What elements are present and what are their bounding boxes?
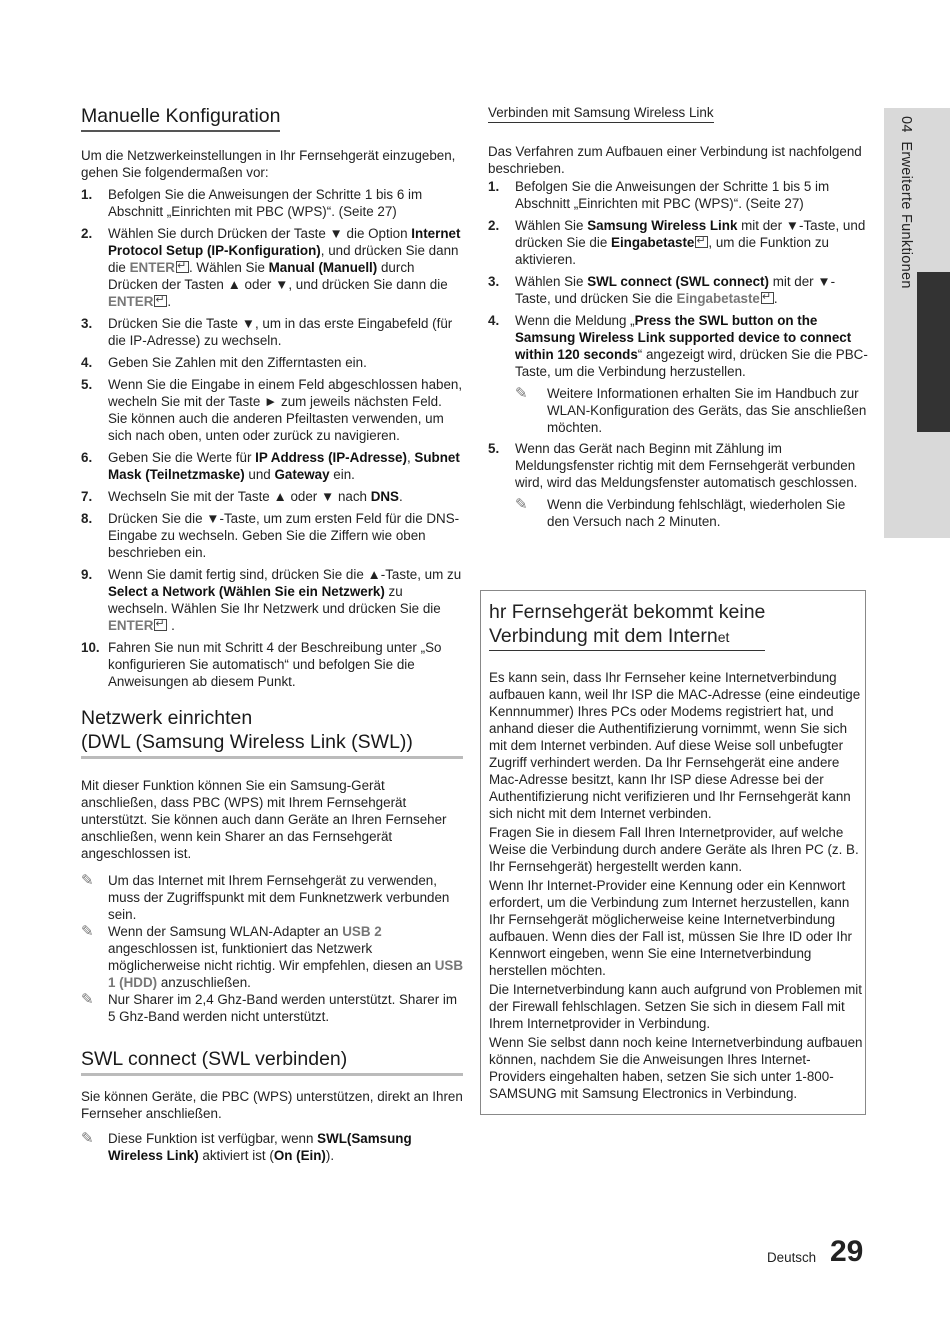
step-number: 6. xyxy=(81,450,93,465)
list-item xyxy=(488,312,868,380)
swl-connect-steps xyxy=(488,178,868,530)
no-internet-heading xyxy=(489,600,765,651)
swl-note-text: Diese Funktion ist verfügbar, wenn SWL(Samsung Wireless Link) aktiviert ist (On (Ein)). xyxy=(108,1131,412,1163)
paragraph: Wenn Sie selbst dann noch keine Internetverbindung aufbauen können, nachdem Sie die Anweisungen Ihres Internet-Providers eingehalten haben, setzen Sie sich unter 1-800-SAMSUNG mit Samsung Electronics in Verbindung. xyxy=(489,1035,863,1101)
list-item xyxy=(81,449,463,483)
note-item xyxy=(81,991,463,1025)
step-number: 2. xyxy=(488,218,500,233)
step-number: 7. xyxy=(81,489,93,504)
list-item xyxy=(488,217,868,268)
step-text: Wählen Sie SWL connect (SWL connect) mit der ▼-Taste, und drücken Sie die Eingabetaste↵ . xyxy=(515,273,868,307)
step-number: 9. xyxy=(81,567,93,582)
manual-config-heading: Manuelle Konfiguration xyxy=(81,104,280,132)
dwl-intro: Mit dieser Funktion können Sie ein Samsung-Gerät anschließen, dass PBC (WPS) mit Ihrem Fernsehgerät unterstützt. Sie können auch dann Geräte an Ihren Fernseher anschließen, wenn kein Sharer an das Fernsehgerät angeschlossen ist. xyxy=(81,778,447,861)
list-item xyxy=(488,273,868,307)
paragraph: Fragen Sie in diesem Fall Ihren Internetprovider, auf welche Weise die Verbindung durch andere Geräte als Ihren PC (z. B. Ihr Fernsehgerät) hergestellt werden kann. xyxy=(489,825,859,874)
step-text: Wählen Sie Samsung Wireless Link mit der ▼-Taste, und drücken Sie die Eingabetaste↵ , um die Funktion zu aktivieren. xyxy=(515,217,868,268)
step-text: Wenn die Meldung „Press the SWL button on the Samsung Wireless Link supported device to connect within 120 seconds“ angezeigt wird, drücken Sie die PBC-Taste, um die Verbindung herzustellen. xyxy=(515,313,868,379)
page-number: 29 xyxy=(830,1235,864,1268)
chapter-tab xyxy=(884,108,950,538)
chapter-number: 04 xyxy=(898,116,914,133)
step-number: 4. xyxy=(488,313,500,328)
swl-intro: Sie können Geräte, die PBC (WPS) unterstützen, direkt an Ihren Fernseher anschließen. xyxy=(81,1089,463,1121)
chapter-tab-label xyxy=(890,116,914,416)
step-number: 8. xyxy=(81,511,93,526)
note-item xyxy=(81,872,463,923)
step-text: Wenn Sie damit fertig sind, drücken Sie die ▲-Taste, um zu Select a Network (Wählen Sie ein Netzwerk) zu wechseln. Wählen Sie Ihr Netzwerk und drücken Sie die ENTER↵ . xyxy=(108,566,463,634)
step-text: Drücken Sie die Taste ▼, um in das erste Eingabefeld (für die IP-Adresse) zu wechseln. xyxy=(108,316,453,348)
list-item xyxy=(81,225,463,310)
note-text: Wenn der Samsung WLAN-Adapter an USB 2 angeschlossen ist, funktioniert das Netzwerk möglicherweise nicht richtig. Wir empfehlen, diesen an USB 1 (HDD) anzuschließen. xyxy=(108,924,464,990)
dwl-heading-line1: Netzwerk einrichten xyxy=(81,707,253,729)
list-item xyxy=(81,354,463,371)
list-item xyxy=(81,566,463,634)
step-note xyxy=(515,385,868,436)
no-internet-body xyxy=(489,669,865,1102)
swl-section xyxy=(81,1047,463,1164)
pencil-note-icon: ✎ xyxy=(81,991,94,1008)
manual-config-intro: Um die Netzwerkeinstellungen in Ihr Fernsehgerät einzugeben, gehen Sie folgendermaßen vor: xyxy=(81,148,456,180)
pencil-note-icon: ✎ xyxy=(515,385,528,402)
dwl-heading xyxy=(81,706,463,759)
step-text: Fahren Sie nun mit Schritt 4 der Beschreibung unter „So konfigurieren Sie automatisch“ und befolgen Sie die Anweisungen ab diesem Punkt. xyxy=(108,640,442,689)
manual-config-steps xyxy=(81,186,463,690)
step-text: Befolgen Sie die Anweisungen der Schritte 1 bis 6 im Abschnitt „Einrichten mit PBC (WPS)“. (Seite 27) xyxy=(108,187,423,219)
note-text: Nur Sharer im 2,4 Ghz-Band werden unterstützt. Sharer im 5 Ghz-Band werden nicht unterstützt. xyxy=(108,992,458,1024)
left-column xyxy=(81,104,463,1164)
list-item xyxy=(81,488,463,505)
chapter-tab-marker xyxy=(917,272,950,432)
pencil-note-icon: ✎ xyxy=(81,872,94,889)
step-number: 1. xyxy=(488,179,500,194)
pencil-note-icon: ✎ xyxy=(81,923,94,940)
step-number: 10. xyxy=(81,640,100,655)
right-column xyxy=(488,104,868,534)
list-item xyxy=(81,186,463,220)
step-number: 4. xyxy=(81,355,93,370)
dwl-section xyxy=(81,706,463,1025)
paragraph: Es kann sein, dass Ihr Fernseher keine Internetverbindung aufbauen kann, weil Ihr ISP die MAC-Adresse (eine eindeutige Kennnummer) Ihres PCs oder Modems registriert hat, und anhand dieser die Authentifizierung vornimmt, wenn Sie sich mit dem Internet verbinden. Auf diese Weise soll unbefugter Zugriff verhindert werden. Da Ihr Fernsehgerät eine andere Mac-Adresse besitzt, kann Ihr ISP diese Adresse bei der Authentifizierung nicht verifizieren und Ihr Fernsehgerät kann sich nicht mit dem Internet verbinden. xyxy=(489,670,861,821)
step-number: 3. xyxy=(488,274,500,289)
swl-connect-intro: Das Verfahren zum Aufbauen einer Verbindung ist nachfolgend beschrieben. xyxy=(488,144,862,176)
note-item xyxy=(81,923,463,991)
pencil-note-icon: ✎ xyxy=(81,1130,94,1147)
step-number: 3. xyxy=(81,316,93,331)
note-text: Weitere Informationen erhalten Sie im Handbuch zur WLAN-Konfiguration des Geräts, das Sie anschließen möchten. xyxy=(547,386,867,435)
step-text: Wählen Sie durch Drücken der Taste ▼ die Option Internet Protocol Setup (IP-Konfiguration), und drücken Sie dann die ENTER↵ . Wählen Sie Manual (Manuell) durch Drücken der Tasten ▲ oder ▼, und drücken Sie dann die ENTER↵ . xyxy=(108,225,463,310)
step-text: Geben Sie Zahlen mit den Zifferntasten ein. xyxy=(108,355,367,370)
chapter-title: Erweiterte Funktionen xyxy=(898,141,914,289)
step-text: Drücken Sie die ▼-Taste, um zum ersten Feld für die DNS-Eingabe zu wechseln. Geben Sie die Ziffern wie oben beschrieben ein. xyxy=(108,511,460,560)
note-text: Um das Internet mit Ihrem Fernsehgerät zu verwenden, muss der Zugriffspunkt mit dem Funknetzwerk verbunden sein. xyxy=(108,873,450,922)
step-note xyxy=(515,496,868,530)
swl-connect-subheading: Verbinden mit Samsung Wireless Link xyxy=(488,104,714,123)
step-text: Wenn das Gerät nach Beginn mit Zählung im Meldungsfenster richtig mit dem Fernsehgerät verbunden wird, wird das Meldungsfenster automatisch geschlossen. xyxy=(515,441,858,490)
list-item xyxy=(488,440,868,491)
pencil-note-icon: ✎ xyxy=(515,496,528,513)
list-item xyxy=(81,639,463,690)
note-text: Wenn die Verbindung fehlschlägt, wiederholen Sie den Versuch nach 2 Minuten. xyxy=(547,497,846,529)
list-item xyxy=(81,315,463,349)
no-internet-box xyxy=(480,590,866,1115)
step-text: Geben Sie die Werte für IP Address (IP-Adresse), Subnet Mask (Teilnetzmaske) und Gateway ein. xyxy=(108,450,460,482)
step-number: 1. xyxy=(81,187,93,202)
no-internet-heading-line2-end: et xyxy=(717,629,730,645)
list-item xyxy=(488,178,868,212)
dwl-notes xyxy=(81,872,463,1025)
no-internet-heading-line1: hr Fernsehgerät bekommt keine xyxy=(489,601,766,623)
no-internet-heading-line2: Verbindung mit dem Intern xyxy=(489,625,718,647)
list-item xyxy=(81,376,463,444)
step-number: 5. xyxy=(488,441,500,456)
dwl-heading-line2: (DWL (Samsung Wireless Link (SWL)) xyxy=(81,731,413,753)
step-text: Wechseln Sie mit der Taste ▲ oder ▼ nach DNS. xyxy=(108,489,403,504)
paragraph: Die Internetverbindung kann auch aufgrund von Problemen mit der Firewall fehlschlagen. Setzen Sie sich in diesem Fall mit Ihrem Internetprovider in Verbindung. xyxy=(489,982,862,1031)
step-number: 5. xyxy=(81,377,93,392)
step-text: Befolgen Sie die Anweisungen der Schritte 1 bis 5 im Abschnitt „Einrichten mit PBC (WPS)“. (Seite 27) xyxy=(515,179,830,211)
list-item xyxy=(81,510,463,561)
step-text: Wenn Sie die Eingabe in einem Feld abgeschlossen haben, wecheln Sie mit der Taste ► zum jeweils nächsten Feld. Sie können auch die anderen Pfeiltasten verwenden, um sich nach oben, unten oder zurück zu navigieren. xyxy=(108,377,463,443)
step-number: 2. xyxy=(81,226,93,241)
swl-heading: SWL connect (SWL verbinden) xyxy=(81,1047,463,1076)
paragraph: Wenn Ihr Internet-Provider eine Kennung oder ein Kennwort erfordert, um die Verbindung zum Internet herzustellen, kann Ihr Fernsehgerät möglicherweise keine Internetverbindung aufbauen. Wenn dies der Fall ist, müssen Sie Ihre ID oder Ihr Kennwort eingeben, wenn Sie eine Internetverbindung herstellen möchten. xyxy=(489,878,852,978)
swl-note xyxy=(81,1130,463,1164)
footer-language: Deutsch xyxy=(767,1250,817,1265)
